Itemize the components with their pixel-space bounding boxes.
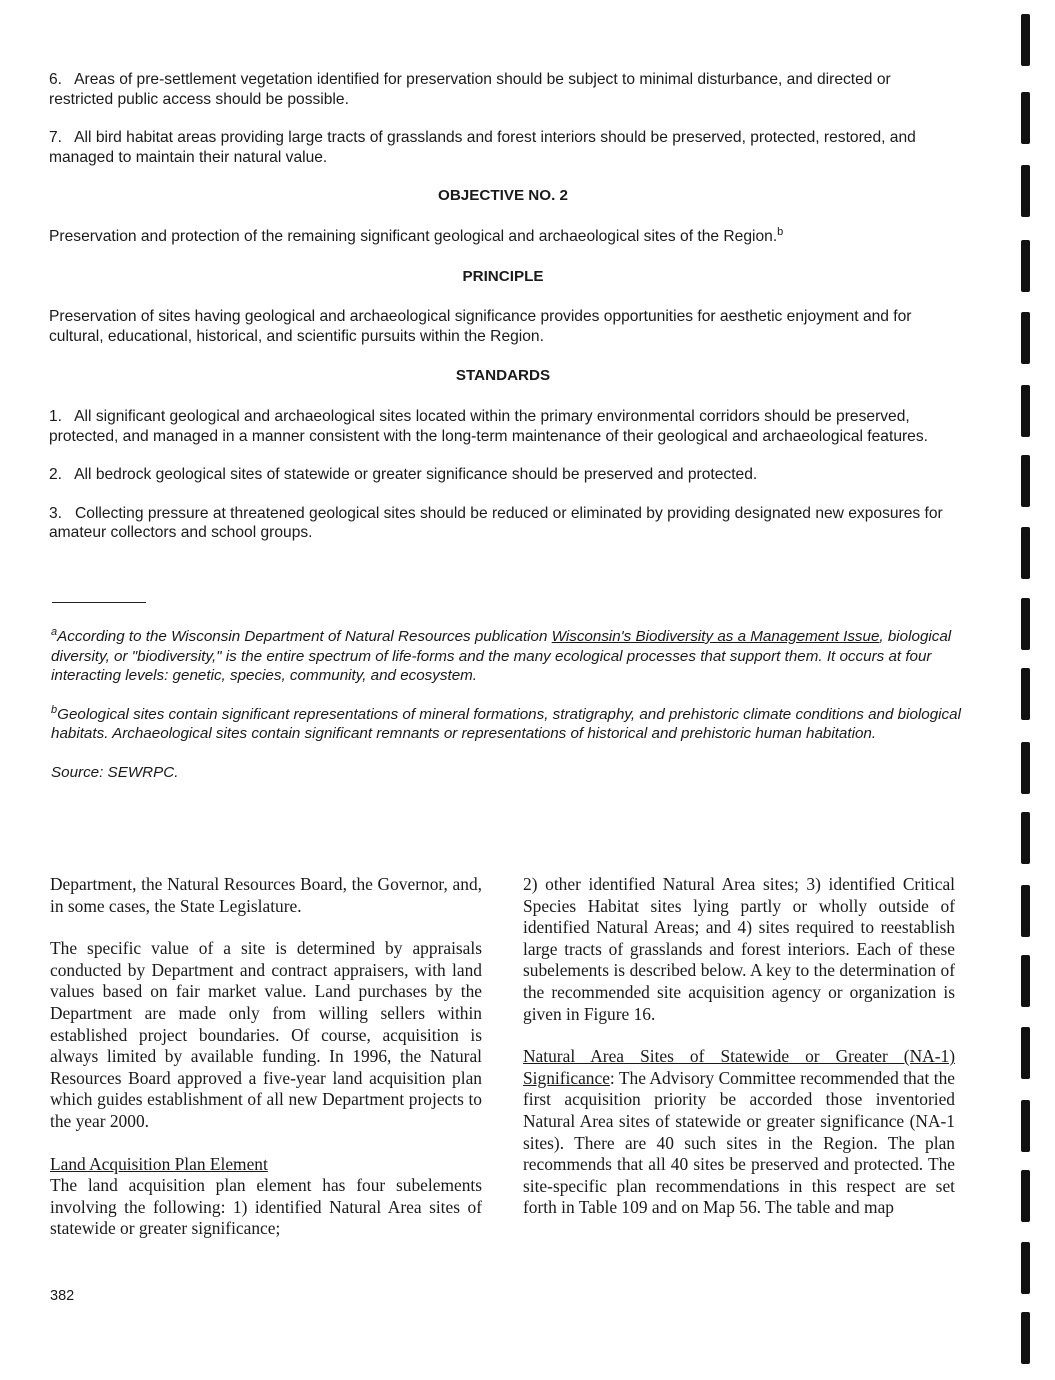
standard-text: All bird habitat areas providing large tracts of grasslands and forest interiors should be preserved, protected, restored, and managed to maintain their natural value. bbox=[49, 129, 916, 166]
binding-mark bbox=[1021, 1242, 1030, 1294]
principle-heading: PRINCIPLE bbox=[462, 267, 544, 285]
section-heading-text: Natural Area Sites of Statewide or Greater (NA-1) Significance bbox=[523, 1046, 955, 1088]
standard-text: All bedrock geological sites of statewide or greater significance should be preserved and protected. bbox=[74, 466, 758, 484]
body-paragraph: 2) other identified Natural Area sites; 3) identified Critical Species Habitat sites lying partly or wholly outside of identified Natural Areas; and 4) sites required to reestablish large tracts of grasslands and forest interiors. Each of these subelements is described below. A key to the determination of the recommended site acquisition agency or organization is given in Figure 16. bbox=[523, 874, 955, 1024]
objective-heading: OBJECTIVE NO. 2 bbox=[438, 187, 568, 205]
binding-mark bbox=[1021, 668, 1030, 720]
source-note: Source: SEWRPC. bbox=[51, 763, 179, 781]
binding-mark bbox=[1021, 455, 1030, 507]
standards-heading: STANDARDS bbox=[455, 367, 551, 385]
binding-mark bbox=[1021, 812, 1030, 864]
section-heading bbox=[50, 1154, 482, 1176]
binding-mark bbox=[1021, 1100, 1030, 1152]
binding-mark bbox=[1021, 385, 1030, 437]
standard-text: Collecting pressure at threatened geological sites should be reduced or eliminated by providing designated new exposures for amateur collectors and school groups. bbox=[49, 504, 943, 542]
footnote-text: , biological diversity, or "biodiversity," is the entire spectrum of life-forms and the many ecological processes that support them. It occurs at four interacting levels: genetic, species, community, and ecosystem. bbox=[51, 628, 952, 684]
standard-text: Areas of pre-settlement vegetation identified for preservation should be subject to minimal disturbance, and directed or restricted public access should be possible. bbox=[49, 71, 891, 108]
binding-mark bbox=[1021, 14, 1030, 66]
footnote-text: According to the Wisconsin Department of Natural Resources publication bbox=[57, 628, 552, 645]
body-paragraph: The specific value of a site is determined by appraisals conducted by Department and contract appraisers, with land values based on fair market value. Land purchases by the Department are made only from willing sellers within established project boundaries. Of course, acquisition is always limited by available funding. In 1996, the Natural Resources Board approved a five-year land acquisition plan which guides establishment of all new Department projects to the year 2000. bbox=[50, 938, 482, 1131]
binding-mark bbox=[1021, 742, 1030, 794]
body-paragraph bbox=[523, 1046, 955, 1219]
footnote-marker: b bbox=[51, 703, 58, 716]
binding-mark bbox=[1021, 598, 1030, 650]
binding-mark bbox=[1021, 240, 1030, 292]
body-paragraph-text: : The Advisory Committee recommended that the first acquisition priority be accorded those inventoried Natural Area sites of statewide or greater significance (NA-1 sites). There are 40 such sites in the Region. The plan recommends that all 40 sites be preserved and protected. The site-specific plan recommendations in this respect are set forth in Table 109 and on Map 56. The table and map bbox=[523, 1067, 955, 1218]
footnotes bbox=[51, 627, 961, 801]
binding-mark bbox=[1021, 1027, 1030, 1079]
footnote-marker: b bbox=[777, 225, 784, 238]
binding-mark bbox=[1021, 527, 1030, 579]
body-column-right bbox=[523, 874, 955, 1240]
standard-2 bbox=[49, 465, 957, 485]
publication-title: Wisconsin's Biodiversity as a Management Issue bbox=[551, 628, 880, 645]
standard-number: 6. bbox=[49, 71, 63, 88]
body-paragraph: The land acquisition plan element has four subelements involving the following: 1) identified Natural Area sites of statewide or greater significance; bbox=[50, 1175, 482, 1239]
body-paragraph: Department, the Natural Resources Board, the Governor, and, in some cases, the State Legislature. bbox=[50, 874, 482, 916]
footnote-divider bbox=[52, 602, 146, 603]
binding-mark bbox=[1021, 885, 1030, 937]
standard-text: All significant geological and archaeological sites located within the primary environmental corridors should be preserved, protected, and managed in a manner consistent with the long-term maintenance of their geological and archaeological features. bbox=[49, 407, 928, 445]
binding-mark bbox=[1021, 1170, 1030, 1222]
objective-text-body: Preservation and protection of the remaining significant geological and archaeological sites of the Region. bbox=[49, 227, 778, 245]
footnote-marker: a bbox=[51, 626, 58, 638]
standard-6 bbox=[49, 70, 957, 109]
standard-1 bbox=[49, 407, 957, 446]
standard-7 bbox=[49, 128, 957, 167]
body-column-left bbox=[50, 874, 482, 1261]
standard-number: 3. bbox=[49, 504, 63, 522]
standard-number: 1. bbox=[49, 407, 63, 425]
section-heading-text: Land Acquisition Plan Element bbox=[50, 1153, 268, 1174]
page-number: 382 bbox=[50, 1288, 75, 1304]
objectives-table-continuation bbox=[49, 70, 957, 562]
binding-mark bbox=[1021, 1312, 1030, 1364]
binding-mark bbox=[1021, 955, 1030, 1007]
footnote-b bbox=[51, 705, 961, 744]
binding-mark bbox=[1021, 92, 1030, 144]
principle-text: Preservation of sites having geological and archaeological significance provides opportunities for aesthetic enjoyment and for cultural, educational, historical, and scientific pursuits within the Region. bbox=[49, 308, 912, 345]
standard-3 bbox=[49, 504, 957, 543]
binding-mark bbox=[1021, 165, 1030, 217]
standard-number: 7. bbox=[49, 129, 63, 147]
objective-text bbox=[49, 227, 957, 247]
standard-number: 2. bbox=[49, 466, 63, 484]
binding-mark bbox=[1021, 312, 1030, 364]
footnote-text: Geological sites contain significant representations of mineral formations, stratigraphy, and prehistoric climate conditions and biological habitats. Archaeological sites contain significant remnants or representations of historical and prehistoric human habitation. bbox=[51, 705, 961, 742]
footnote-a bbox=[51, 627, 961, 686]
